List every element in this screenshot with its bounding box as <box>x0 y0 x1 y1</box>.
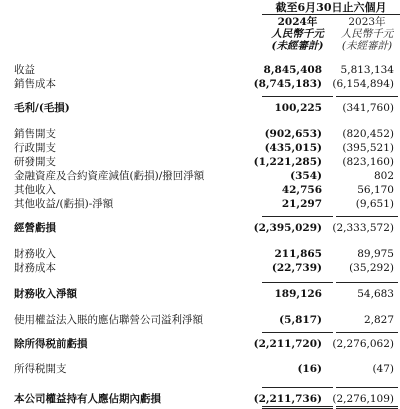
current-value: (2,211,720) <box>253 338 322 350</box>
current-value: (1,221,285) <box>253 156 322 168</box>
row-label: 除所得税前虧損 <box>14 338 88 350</box>
prior-value: (35,292) <box>349 262 394 274</box>
row-label: 行政開支 <box>14 142 56 154</box>
subtotal-rule <box>336 96 398 97</box>
current-value: 211,865 <box>274 248 322 260</box>
prior-value: (9,651) <box>355 198 394 210</box>
row-label: 財務收入 <box>14 248 56 260</box>
subtotal-rule <box>262 96 333 97</box>
prior-currency-header: 人民幣千元 <box>340 28 394 40</box>
row-label: 本公司權益持有人應佔期內虧損 <box>14 393 161 405</box>
subtotal-rule <box>262 387 333 388</box>
prior-value: (2,333,572) <box>332 222 394 234</box>
prior-value: (395,521) <box>342 142 394 154</box>
current-value: (16) <box>297 363 322 375</box>
prior-value: 56,170 <box>357 184 394 196</box>
current-value: 21,297 <box>281 198 322 210</box>
prior-value: (2,276,062) <box>332 338 394 350</box>
current-value: (902,653) <box>264 128 322 140</box>
row-label: 經營虧損 <box>14 222 56 234</box>
row-label: 毛利/(毛損) <box>14 102 70 114</box>
subtotal-rule <box>262 282 333 283</box>
prior-value: (341,760) <box>342 102 394 114</box>
row-label: 金融資産及合約資産減值(虧損)/撥回淨額 <box>14 170 205 182</box>
row-label: 收益 <box>14 64 35 76</box>
current-value: 100,225 <box>274 102 322 114</box>
row-label: 財務收入淨額 <box>14 288 77 300</box>
prior-value: (820,452) <box>342 128 394 140</box>
row-label: 其他收入 <box>14 184 56 196</box>
current-value: (5,817) <box>279 314 322 326</box>
prior-year-header: 2023年 <box>348 16 386 28</box>
prior-value: 802 <box>373 170 394 182</box>
current-value: (8,745,183) <box>253 78 322 90</box>
row-label: 所得税開支 <box>14 363 67 375</box>
row-label: 財務成本 <box>14 262 56 274</box>
prior-value: (47) <box>372 363 394 375</box>
current-value: (2,211,736) <box>253 393 322 405</box>
current-value: 42,756 <box>281 184 322 196</box>
row-label: 銷售開支 <box>14 128 56 140</box>
prior-value: (823,160) <box>342 156 394 168</box>
subtotal-rule <box>336 332 398 333</box>
row-label: 其他收益/(虧損)-淨額 <box>14 198 114 210</box>
period-header: 截至6月30日止六個月 <box>275 1 387 14</box>
current-audit-header: (未經審計) <box>271 40 324 52</box>
current-currency-header: 人民幣千元 <box>271 28 324 40</box>
prior-value: 54,683 <box>357 288 394 300</box>
current-value: 8,845,408 <box>263 64 322 76</box>
row-label: 使用權益法入賬的應佔聯營公司溢利淨額 <box>14 314 203 326</box>
prior-value: 5,813,134 <box>340 64 394 76</box>
current-value: (435,015) <box>264 142 322 154</box>
subtotal-rule <box>336 216 398 217</box>
prior-value: 2,827 <box>363 314 394 326</box>
prior-value: (2,276,109) <box>332 393 394 405</box>
row-label: 研發開支 <box>14 156 56 168</box>
current-value: (22,739) <box>271 262 322 274</box>
subtotal-rule <box>262 332 333 333</box>
period-underline <box>262 14 400 15</box>
prior-value: 89,975 <box>357 248 394 260</box>
subtotal-rule <box>262 216 333 217</box>
prior-value: (6,154,894) <box>332 78 394 90</box>
prior-audit-header: (未經審計) <box>341 40 393 52</box>
current-value: (2,395,029) <box>253 222 322 234</box>
current-year-header: 2024年 <box>277 16 318 28</box>
subtotal-rule <box>336 387 398 388</box>
subtotal-rule <box>336 282 398 283</box>
row-label: 銷售成本 <box>14 78 56 90</box>
current-value: (354) <box>290 170 322 182</box>
current-value: 189,126 <box>274 288 322 300</box>
